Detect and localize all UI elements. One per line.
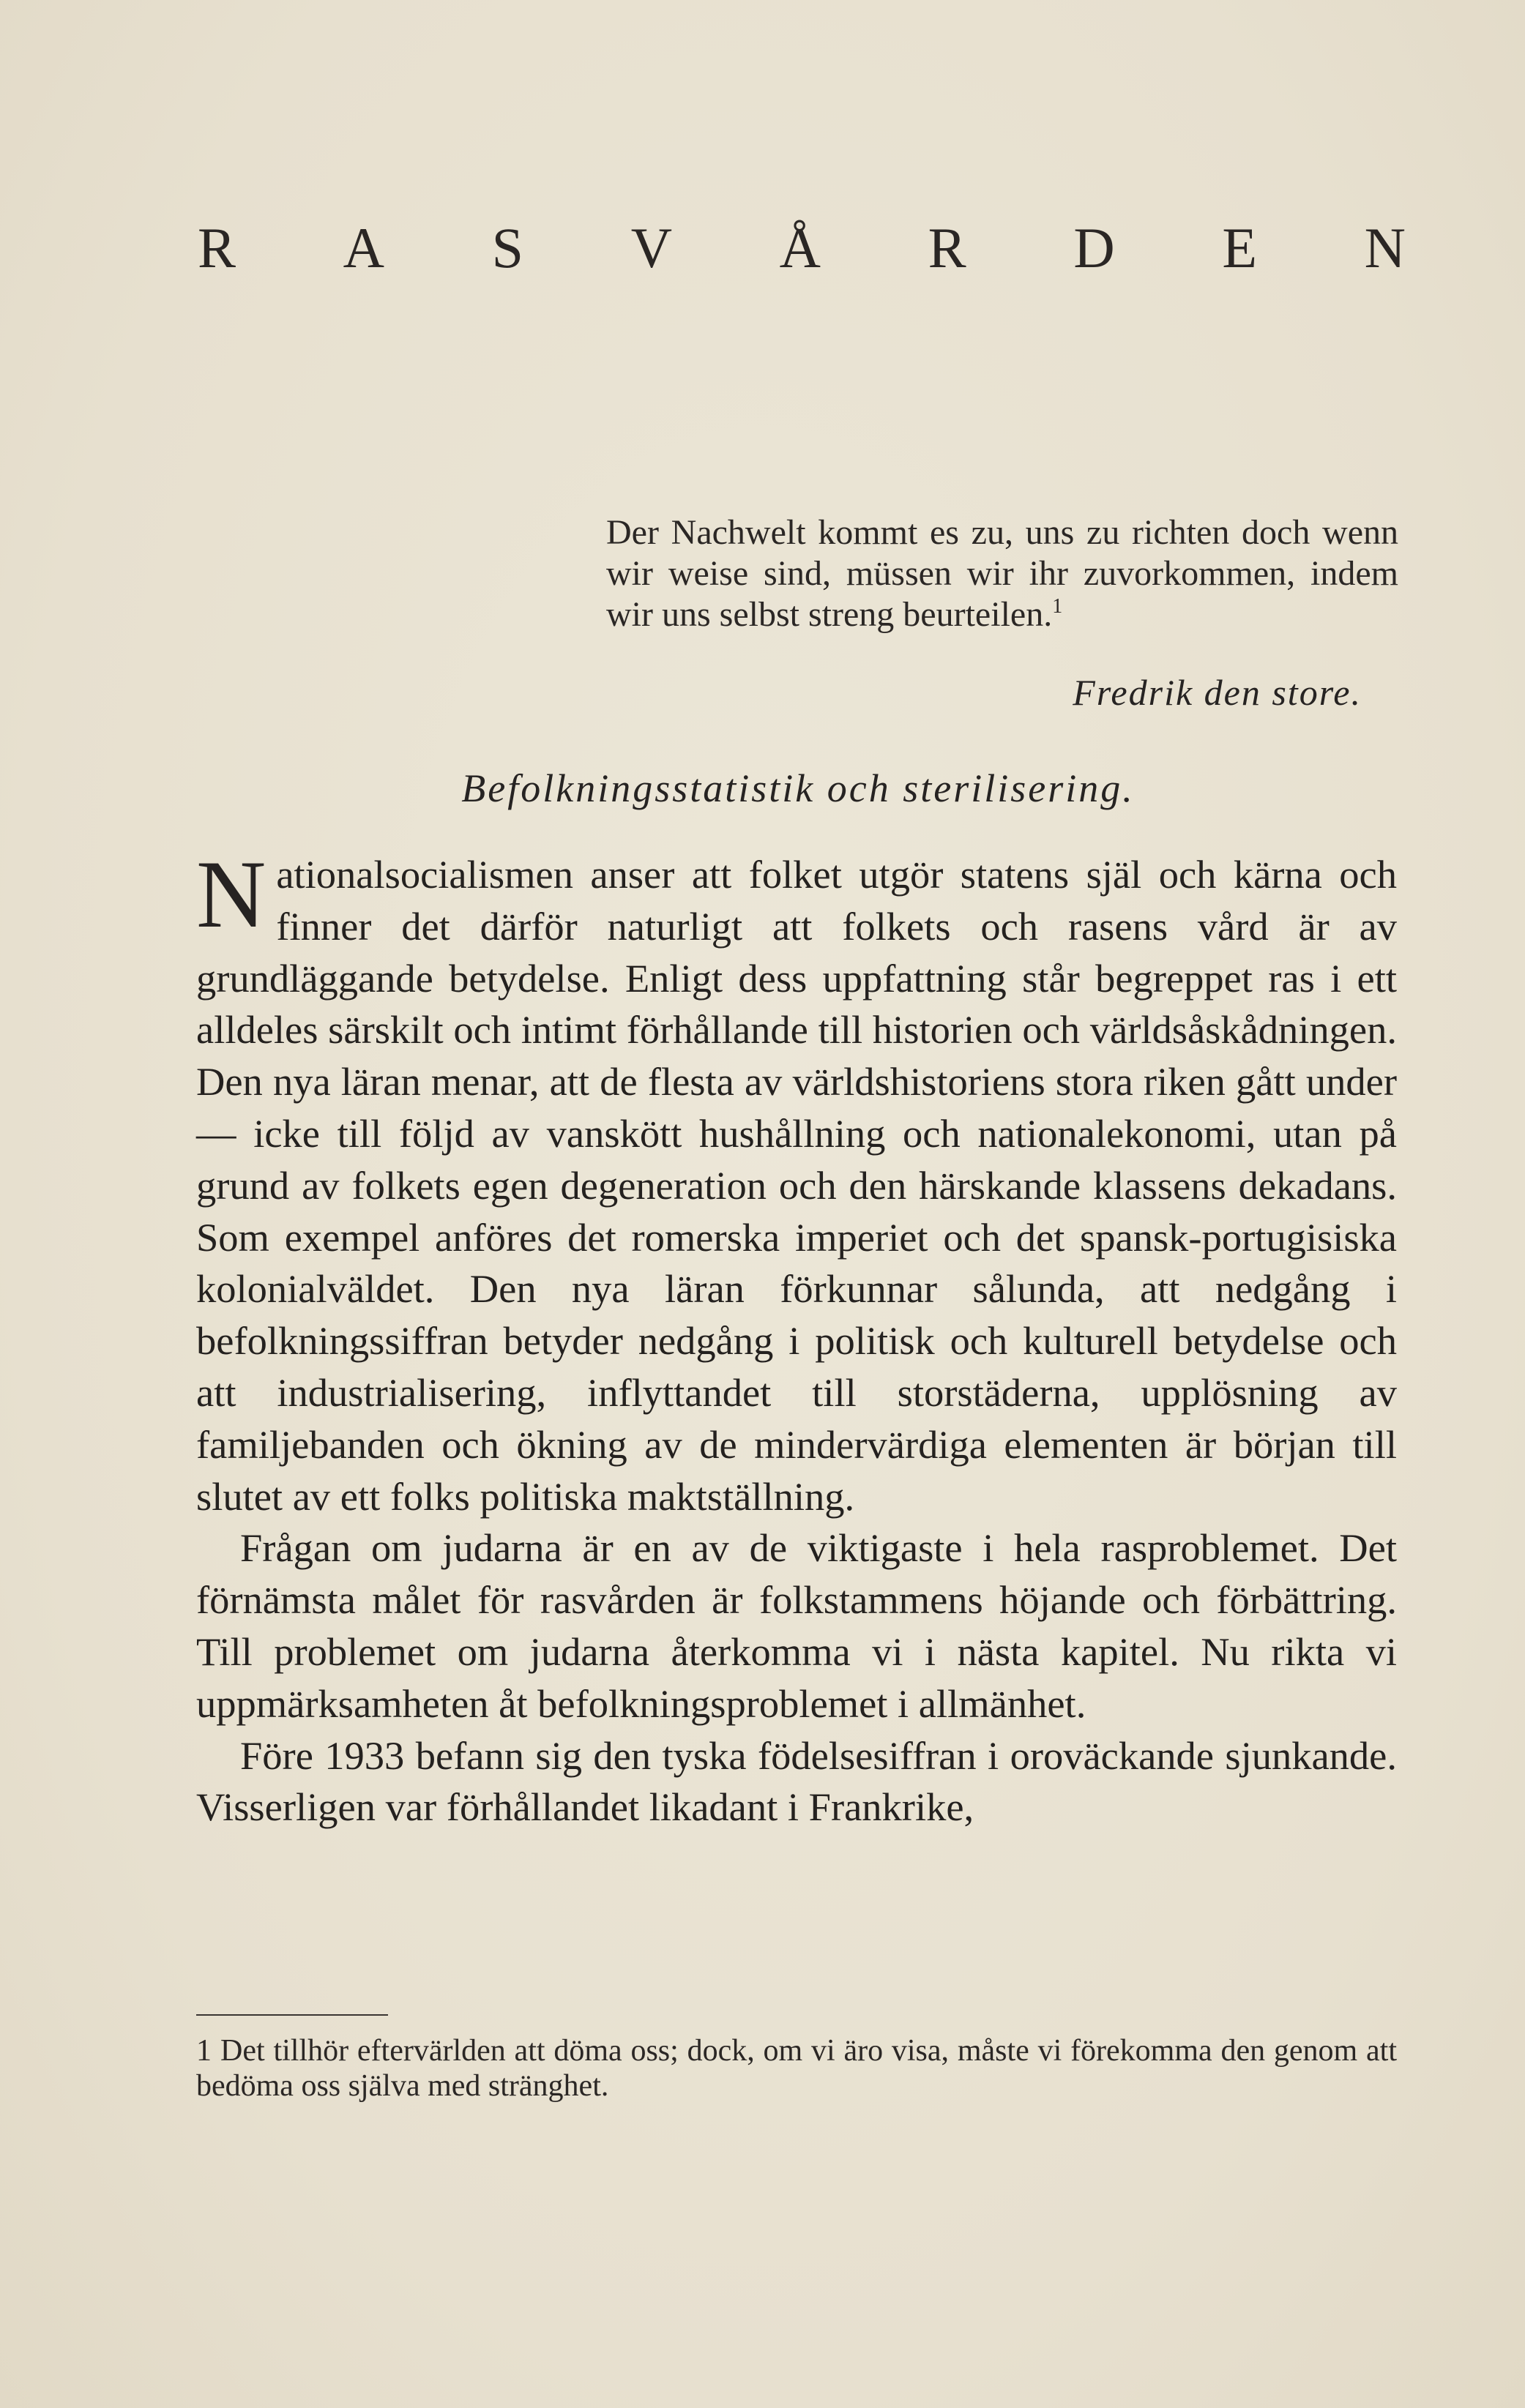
epigraph-text: Der Nachwelt kommt es zu, uns zu richten doch wenn wir weise sind, müssen wir ihr zuvorkommen, indem wir uns selbst streng beurteilen.	[606, 513, 1398, 634]
paragraph-2: Frågan om judarna är en av de viktigaste i hela rasproblemet. Det förnämsta målet för rasvården är folkstammens höjande och förbättring. Till problemet om judarna återkomma vi i nästa kapitel. Nu rikta vi uppmärksamheten åt befolkningsproblemet i allmänhet.	[196, 1525, 1397, 1726]
section-heading: Befolkningsstatistik och sterilisering.	[461, 766, 1135, 810]
chapter-title-letter: V	[630, 216, 673, 280]
footnote-text: Det tillhör eftervärlden att döma oss; dock, om vi äro visa, måste vi förekomma den genom att bedöma oss själva med stränghet.	[196, 2034, 1397, 2103]
chapter-title-letter: R	[198, 216, 236, 280]
paragraph-1	[196, 840, 1397, 1522]
chapter-title-letter: S	[491, 216, 524, 280]
chapter-title-letter: A	[343, 216, 385, 280]
epigraph-footnote-mark: 1	[1052, 595, 1063, 618]
chapter-title-letter: N	[1364, 216, 1406, 280]
footnote-mark: 1	[196, 2034, 212, 2068]
footnote	[196, 2033, 1397, 2104]
chapter-title-letter: R	[928, 216, 966, 280]
epigraph	[606, 512, 1398, 635]
epigraph-author: Fredrik den store.	[1073, 672, 1362, 713]
paragraph-1-text: ationalsocialismen anser att folket utgör statens själ och kärna och finner det därför naturligt att folkets och rasens vård är av grundläggande betydelse. Enligt dess uppfattning står begreppet ras i ett alldeles särskilt och intimt förhållande till historien och världsåskådningen. Den nya läran menar, att de flesta av världshistoriens stora riken gått under — icke till följd av vanskött hushållning och nationalekonomi, utan på grund av folkets egen degeneration och den härskande klassens dekadans. Som exempel anföres det romerska imperiet och det spansk-portugisiska kolonialväldet. Den nya läran förkunnar sålunda, att nedgång i befolkningssiffran betyder nedgång i politisk och kulturell betydelse och att industrialisering, inflyttandet till storstäderna, upplösning av familjebanden och ökning av de mindervärdiga elementen är början till slutet av ett folks politiska maktställning.	[196, 852, 1397, 1519]
chapter-title	[198, 216, 1406, 280]
footnote-divider	[196, 2014, 388, 2016]
chapter-title-letter: Å	[779, 216, 821, 280]
body-text	[196, 840, 1397, 1833]
drop-cap: N	[196, 840, 266, 948]
paragraph-3: Före 1933 befann sig den tyska födelsesiffran i oroväckande sjunkande. Visserligen var förhållandet likadant i Frankrike,	[196, 1732, 1397, 1830]
chapter-title-letter: D	[1073, 216, 1115, 280]
chapter-title-letter: E	[1222, 216, 1257, 280]
